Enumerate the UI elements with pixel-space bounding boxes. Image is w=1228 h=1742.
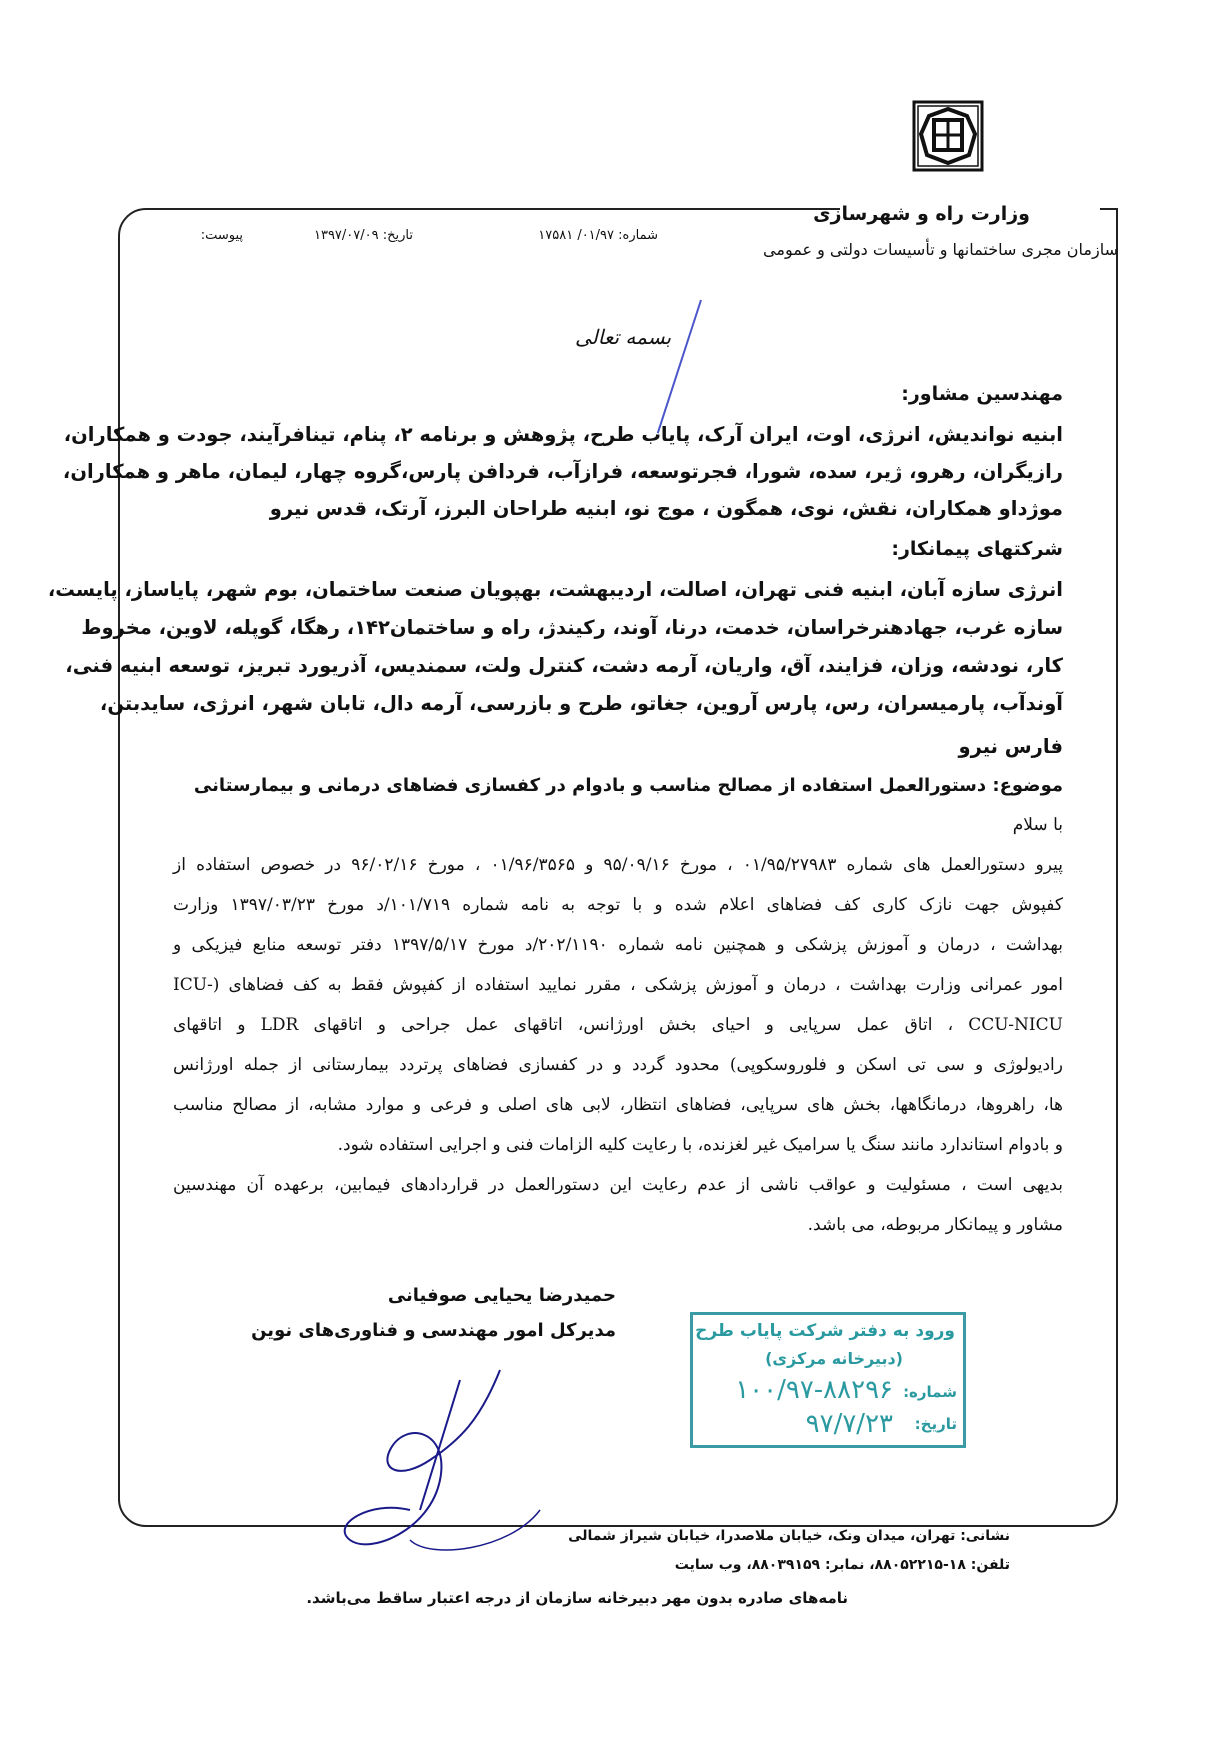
body-line: مشاور و پیمانکار مربوطه، می باشد. (807, 1215, 1063, 1235)
body-line: پیرو دستورالعمل های شماره ۰۱/۹۵/۲۷۹۸۳ ، مورخ ۹۵/۰۹/۱۶ و ۰۱/۹۶/۳۵۶۵ ، مورخ ۹۶/۰۲/۱۶ در خصوص استفاده از (173, 855, 1063, 875)
body-line: بهداشت ، درمان و آموزش پزشکی و همچنین نامه شماره ۲۰۲/۱۱۹۰/د مورخ ۱۳۹۷/۵/۱۷ دفتر توسعه منابع فیزیکی و (173, 935, 1063, 955)
body-line: و بادوام استاندارد مانند سنگ یا سرامیک غیر لغزنده، با رعایت کلیه الزامات فنی و اجرایی استفاده شود. (337, 1135, 1063, 1155)
organization-name: سازمان مجری ساختمانها و تأسیسات دولتی و عمومی (763, 240, 1118, 259)
contractors-line: فارس نیرو (958, 735, 1063, 758)
received-stamp (690, 1312, 966, 1448)
contractors-line: انرژی سازه آبان، ابنیه فنی تهران، اصالت، اردیبهشت، بهپویان صنعت ساختمان، بوم شهر، پایاساز، پایست، (47, 578, 1063, 601)
footer-address: نشانی: تهران، میدان ونک، خیابان ملاصدرا، خیابان شیراز شمالی (568, 1528, 1010, 1544)
consultants-line: رازیگران، رهرو، ژیر، سده، شورا، فجرتوسعه، فرازآب، فردافن پارس،گروه چهار، لیمان، ماهر و همکاران، (62, 460, 1063, 483)
body-line: ها، راهروها، درمانگاهها، بخش های سرپایی، فضاهای انتظار، لابی های اصلی و فرعی و موارد مشابه، از مصالح مناسب (173, 1095, 1063, 1115)
letter-number-label: شماره: (618, 228, 658, 243)
subject: موضوع: دستورالعمل استفاده از مصالح مناسب و بادوام در کفسازی فضاهای درمانی و بیمارستانی (193, 775, 1063, 796)
contractors-line: کار، نودشه، وزان، فزایند، آق، واریان، آرمه دشت، کنترل ولت، سمندیس، آذریورد تبریز، توسعه ابنیه فنی، (65, 654, 1063, 677)
contractors-line: آوندآب، پارمیسران، رس، پارس آروین، جغاتو، طرح و بازرسی، آرمه دال، تابان شهر، انرژی، سایدبتن، (99, 692, 1063, 715)
handwritten-signature (310, 1360, 550, 1560)
body-line: کفپوش جهت نازک کاری کف فضاهای اعلام شده و با توجه به نامه شماره ۱۰۱/۷۱۹/د مورخ ۱۳۹۷/۰۳/۲۳ وزارت (173, 895, 1063, 915)
footer-notice: نامه‌های صادره بدون مهر دبیرخانه سازمان از درجه اعتبار ساقط می‌باشد. (306, 1589, 848, 1607)
letter-date-value: ۱۳۹۷/۰۷/۰۹ (313, 228, 379, 243)
body-line: بدیهی است ، مسئولیت و عواقب ناشی از عدم رعایت این دستورالعمل در قراردادهای فیمابین، برعهده آن مهندسین (173, 1175, 1063, 1195)
signatory-title: مدیرکل امور مهندسی و فناوری‌های نوین (251, 1320, 616, 1341)
body-line: CCU-NICU ، اتاق عمل سرپایی و احیای بخش اورژانس، اتاقهای عمل جراحی و اتاقهای LDR و اتاقهای (173, 1015, 1063, 1035)
letter-number-value: ۰۱/۹۷/ ۱۷۵۸۱ (538, 228, 615, 243)
body-line: رادیولوژی و سی تی اسکن و فلوروسکوپی) محدود گردد و در کفسازی فضاهای پرتردد بیمارستانی از جمله اورژانس (173, 1055, 1063, 1075)
stamp-date-label: تاریخ: (914, 1415, 957, 1433)
contractors-heading: شرکتهای پیمانکار: (891, 538, 1063, 560)
greeting: با سلام (1012, 815, 1063, 835)
contractors-line: سازه غرب، جهادهنرخراسان، خدمت، درنا، آوند، رکیندژ، راه و ساختمان۱۴۲، رهگا، گوپله، لاوین، مخروط (81, 616, 1063, 639)
letter-date (314, 228, 413, 243)
stamp-line1: ورود به دفتر شرکت پایاب طرح (695, 1321, 955, 1341)
letter-attachment: پیوست: (200, 228, 243, 243)
consultants-line: ابنیه نواندیش، انرژی، اوت، ایران آرک، پایاب طرح، پژوهش و برنامه ۲، پنام، تینافرآیند، جودت و همکاران، (63, 423, 1063, 446)
consultants-line: موژداو همکاران، نقش، نوی، همگون ، موج نو، ابنیه طراحان البرز، آرتک، قدس نیرو (269, 497, 1063, 520)
footer-phone: تلفن: ۱۸-۸۸۰۵۲۲۱۵، نمابر: ۸۸۰۳۹۱۵۹، وب سایت (674, 1557, 1010, 1573)
signatory-name: حمیدرضا یحیایی صوفیانی (387, 1285, 616, 1306)
stamp-line2: (دبیرخانه مرکزی) (765, 1349, 903, 1368)
stamp-number-label: شماره: (903, 1383, 957, 1401)
consultants-heading: مهندسین مشاور: (901, 383, 1063, 405)
ministry-logo-icon (912, 100, 984, 172)
body-line: امور عمرانی وزارت بهداشت ، درمان و آموزش پزشکی ، مقرر نمایید استفاده از کفپوش فقط به کف فضاهای (-ICU (173, 975, 1063, 995)
letter-number (538, 228, 658, 243)
ministry-name: وزارت راه و شهرسازی (813, 203, 1030, 225)
stamp-number-value: ۱۰۰/۹۷-۸۸۲۹۶ (735, 1375, 893, 1405)
stamp-date-value: ۹۷/۷/۲۳ (805, 1409, 893, 1439)
invocation: بسمه تعالی (575, 325, 672, 349)
letter-date-label: تاریخ: (382, 228, 413, 243)
